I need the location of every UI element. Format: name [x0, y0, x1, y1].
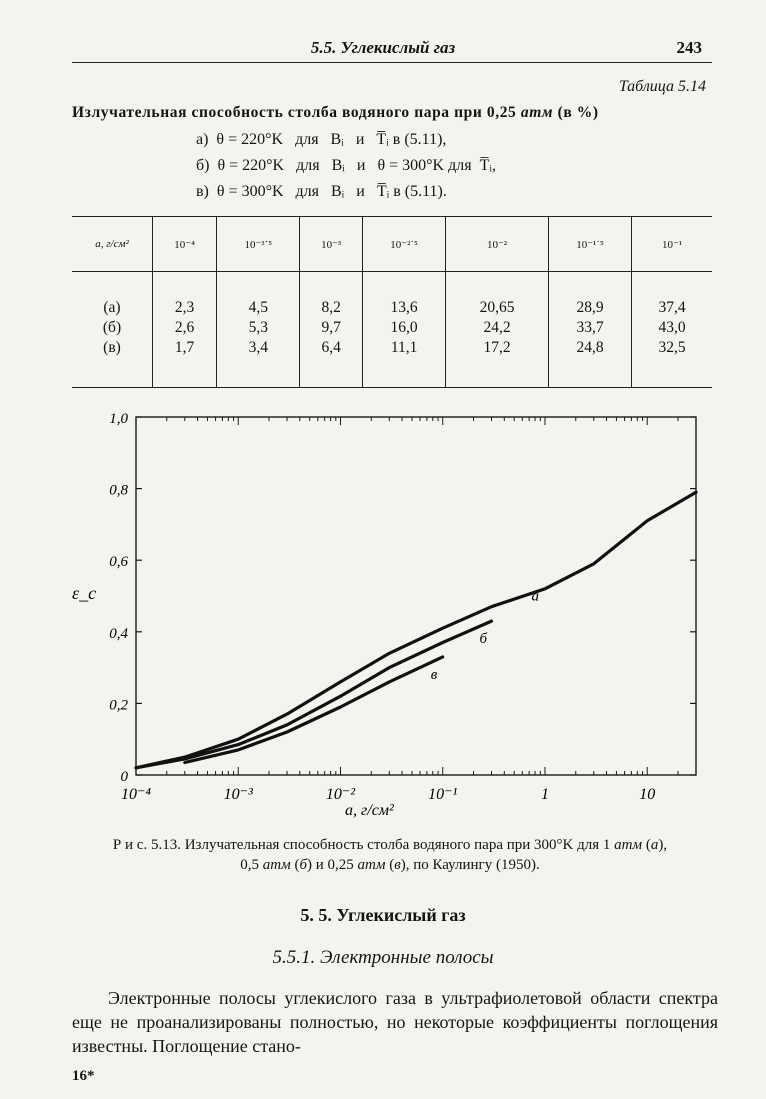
page-number: 243	[676, 38, 702, 57]
table-cell: 13,6 16,0 11,1	[363, 272, 446, 388]
row-labels-cell: (а) (б) (в)	[72, 272, 153, 388]
table-title: Излучательная способность столба водяного пара при 0,25 атм (в %)	[72, 104, 599, 121]
table-header-cell: 10⁻¹	[632, 217, 712, 272]
table-cell: 2,3 2,6 1,7	[153, 272, 217, 388]
series-line-1	[136, 492, 696, 768]
table-header-row	[72, 217, 712, 272]
y-tick-label: 0,4	[109, 625, 128, 642]
emissivity-chart	[0, 395, 766, 825]
table-cell: 28,9 33,7 24,8	[548, 272, 631, 388]
table-condition-b: б) θ = 220°K для Bᵢ и θ = 300°K для T̅ᵢ,	[196, 157, 496, 174]
plot-frame	[136, 417, 696, 775]
table-header-cell: 10⁻⁴	[153, 217, 217, 272]
table-header-cell: 10⁻³˙⁵	[217, 217, 300, 272]
table-cell: 20,65 24,2 17,2	[446, 272, 549, 388]
figure-caption: Р и с. 5.13. Излучательная способность столба водяного пара при 300°K для 1 атм (а), 0,5 атм (б) и 0,25 атм (в), по Каулингу (1950).	[112, 837, 668, 873]
table-label: Таблица 5.14	[618, 78, 706, 95]
table-condition-a: а) θ = 220°K для Bᵢ и T̅ᵢ в (5.11),	[196, 131, 447, 148]
y-tick-label: 0,2	[109, 697, 128, 714]
x-tick-label: 10⁻⁴	[120, 786, 152, 803]
y-tick-label: 0,6	[109, 554, 128, 571]
x-tick-label: 10⁻²	[325, 786, 356, 803]
y-axis-label: ε_c	[72, 583, 97, 603]
y-tick-label: 0	[120, 769, 128, 785]
x-tick-label: 1	[540, 786, 549, 803]
emissivity-table	[72, 216, 712, 388]
x-tick-label: 10	[639, 786, 656, 803]
y-tick-label: 0,8	[109, 482, 128, 499]
table-cell: 8,2 9,7 6,4	[300, 272, 363, 388]
section-heading: 5. 5. Углекислый газ	[300, 905, 466, 925]
subsection-heading: 5.5.1. Электронные полосы	[272, 947, 494, 968]
table-cell: 37,4 43,0 32,5	[632, 272, 712, 388]
body-paragraph: Электронные полосы углекислого газа в ультрафиолетовой области спектра еще не проанализированы полностью, но некоторые коэффициенты поглощения известны. Поглощение стано-	[72, 988, 718, 1056]
table-header-cell: 10⁻²˙⁵	[363, 217, 446, 272]
table-cell: 4,5 5,3 3,4	[217, 272, 300, 388]
header-rule	[72, 62, 712, 63]
series-label: а	[531, 588, 540, 605]
x-tick-label: 10⁻³	[223, 786, 253, 803]
table-body	[72, 272, 712, 388]
series-line-2	[136, 621, 492, 768]
series-label: в	[430, 666, 438, 683]
table-header-cell: 10⁻²	[446, 217, 549, 272]
x-axis-label: a, г/см²	[345, 802, 394, 819]
table-header-cell: a, г/см²	[72, 217, 153, 272]
signature-mark: 16*	[72, 1068, 95, 1084]
running-header: 5.5. Углекислый газ	[310, 38, 456, 57]
y-tick-label: 1,0	[109, 411, 128, 427]
table-condition-c: в) θ = 300°K для Bᵢ и T̅ᵢ в (5.11).	[196, 183, 447, 200]
x-tick-label: 10⁻¹	[428, 786, 458, 803]
table-header-cell: 10⁻³	[300, 217, 363, 272]
series-label: б	[479, 631, 488, 648]
table-header-cell: 10⁻¹˙⁵	[548, 217, 631, 272]
